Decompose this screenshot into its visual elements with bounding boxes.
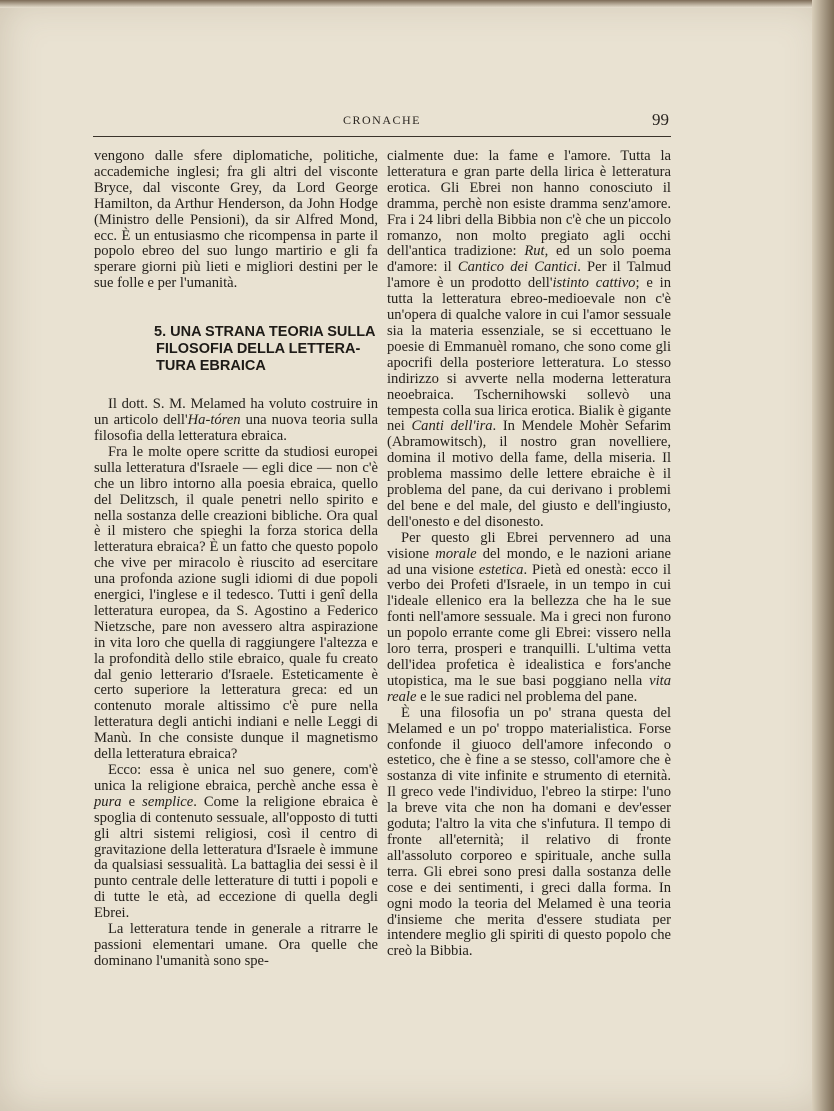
paragraph: La letteratura tende in generale a ritrarre le passioni elementari umane. Ora quelle che dominano l'umanità sono spe- [94, 921, 378, 969]
section-heading-line: 5. UNA STRANA TEORIA SULLA [154, 324, 376, 341]
section-heading-line: TURA EBRAICA [156, 358, 266, 375]
page-right-edge [812, 0, 834, 1111]
paragraph: Il dott. S. M. Melamed ha voluto costruire in un articolo dell'Ha-tóren una nuova teoria sulla filosofia della letteratura ebraica. [94, 396, 378, 444]
section-heading-line: FILOSOFIA DELLA LETTERA- [156, 341, 361, 358]
page-header [93, 110, 671, 134]
page-number: 99 [652, 110, 669, 129]
paragraph: È una filosofia un po' strana questa del Melamed e un po' troppo materialistica. Forse confonde il giuoco dell'amore infecondo o estetico, che è fine a se stesso, coll'amore che è sostanza di vite infinite e strumento di eternità. Il greco vede l'individuo, l'ebreo la stirpe: l'uno la breve vita che non ha domani e dev'esser goduta; l'altro la vita che s'infutura. Il tempo di fronte all'eternità; il relativo di fronte all'assoluto corporeo e spirituale, anche sulla terra. Gli ebrei sono presi dalla sostanza delle cose e dei sentimenti, i greci dalla forma. In ogni modo la teoria del Melamed è una teoria d'insieme che merita d'essere studiata per intendere meglio gli spiriti di questo popolo che creò la Bibbia. [387, 704, 671, 960]
running-head: CRONACHE [342, 113, 421, 127]
paragraph-continuation: vengono dalle sfere diplomatiche, politiche, accademiche inglesi; fra gli altri del visconte Bryce, dal visconte Grey, da Lord George Hamilton, da Arthur Henderson, da John Hodge (Ministro delle Pensioni), da sir Alfred Mond, ecc. È un entusiasmo che ricompensa in parte il popolo ebreo del suo lungo martirio e gli fa sperare giorni più lieti e migliori destini per le sue folle e per l'umanità. [94, 148, 378, 292]
header-rule [93, 136, 671, 137]
page-top-edge [0, 0, 834, 8]
paragraph: Ecco: essa è unica nel suo genere, com'è unica la religione ebraica, perchè anche essa è pura e semplice. Come la religione ebraica è spoglia di contenuto sessuale, all'opposto di tutti gli altri sistemi religiosi, così il centro di gravitazione della letteratura d'Israele è immune da qualsiasi sessualità. La battaglia dei sessi è il punto centrale delle letterature di tutti i popoli e di tutte le età, ad eccezione di quella degli Ebrei. [94, 762, 379, 922]
paragraph: Per questo gli Ebrei pervennero ad una visione morale del mondo, e le nazioni ariane ad una visione estetica. Pietà ed onestà: ecco il verbo dei Profeti d'Israele, in un tempo in cui l'ideale ellenico era la bellezza che ha le sue fonti nell'amore sessuale. Ma i greci non furono un popolo errante come gli Ebrei: vissero nella loro terra, prosperi e tranquilli. L'ultima vetta dell'idea profetica è idealistica e fors'anche utopistica, ma le sue basi poggiano nella vita reale e le sue radici nel problema del pane. [387, 529, 671, 705]
paragraph-continuation: cialmente due: la fame e l'amore. Tutta la letteratura e gran parte della lirica è letteratura erotica. Gli Ebrei non hanno conosciuto il dramma, perchè non esiste dramma senz'amore. Fra i 24 libri della Bibbia non c'è che un piccolo romanzo, non molto pregiato agli occhi dell'antica tradizione: Rut, ed un solo poema d'amore: il Cantico dei Cantici. Per il Talmud l'amore è un prodotto dell'istinto cattivo; e in tutta la letteratura ebreo-medioevale non c'è un'opera di qualche valore in cui l'amor sessuale sia la materia essenziale, se si eccettuano le poesie di Emmanuèl romano, che sono come gli apocrifi della posteriore letteratura. Lo stesso indirizzo si avverte nella moderna letteratura neoebraica. Tschernihowski sollevò una tempesta colla sua lirica erotica. Bialik è gigante nei Canti dell'ira. In Mendele Mohèr Sefarim (Abramowitsch), il nostro gran novelliere, domina il motivo della fame, della miseria. Il problema massimo delle lettere ebraiche è il problema del pane, da cui derivano i problemi del bene e del male, del giusto e dell'ingiusto, dell'onesto e del disonesto. [387, 148, 671, 530]
right-column [387, 149, 671, 960]
section-heading [154, 324, 376, 375]
paragraph: Fra le molte opere scritte da studiosi europei sulla letteratura d'Israele — egli dice — non c'è che un libro intorno alla poesia ebraica, quello del Delitzsch, il quale penetri nello spirito e nella sostanza delle creazioni bibliche. Ora qual è il mistero che spieghi la forza storica della letteratura ebraica? È un fatto che questo popolo che vive per miracolo è riuscito ad esercitare una profonda azione sugli idiomi di due popoli energici, l'inglese e il tedesco. Tutti i genî della letteratura europea, da S. Agostino a Federico Nietzsche, pare non avessero altra aspirazione in vita loro che quella di raggiungere l'altezza e la profondità dello stile ebraico, quale fu creato dal genio letterario d'Israele. Esteticamente è certo superiore la letteratura greca: ed un contenuto morale altissimo c'è pure nella letteratura degli antichi indiani e nelle Leggi di Manù. In che consiste dunque il magnetismo della letteratura ebraica? [94, 443, 378, 763]
left-column [94, 149, 378, 970]
